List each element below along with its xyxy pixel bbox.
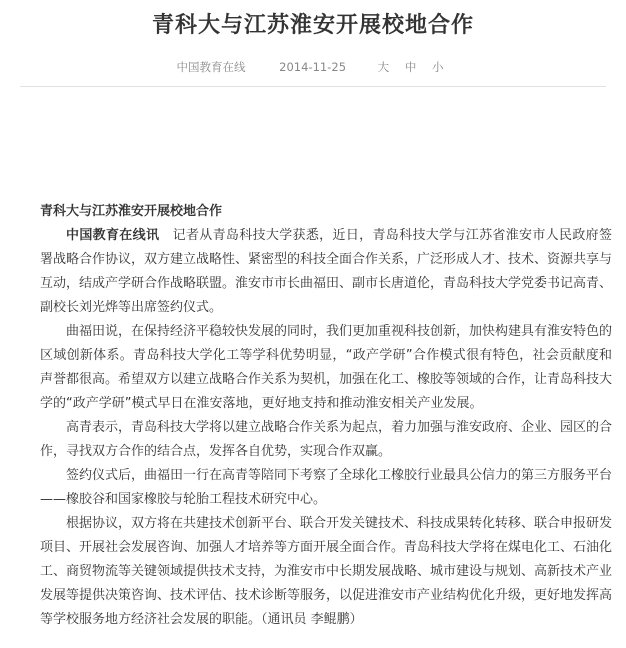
- body-paragraph: 曲福田说，在保持经济平稳较快发展的同时，我们更加重视科技创新，加快构建具有淮安特色的区域创新体系。青岛科技大学化工等学科优势明显，“政产学研”合作模式很有特色，社会贡献度和声誉都很高。希望双方以建立战略合作关系为契机，加强在化工、橡胶等领域的合作，让青岛科技大学的“政产学研”模式早日在淮安落地，更好地支持和推动淮安相关产业发展。: [40, 324, 613, 411]
- paragraph-text: 记者从青岛科技大学获悉，近日，青岛科技大学与江苏省淮安市人民政府签署战略合作协议，双方建立战略性、紧密型的科技全面合作关系，广泛形成人才、技术、资源共享与互动，结成产学研合作战略联盟。淮安市市长曲福田、副市长唐道伦，青岛科技大学党委书记高青、副校长刘光烨等出席签约仪式。: [40, 228, 613, 315]
- article-title: 青科大与江苏淮安开展校地合作: [151, 13, 474, 38]
- font-size-medium-button[interactable]: 中: [404, 60, 417, 74]
- body-paragraph: 签约仪式后，曲福田一行在高青等陪同下考察了全球化工橡胶行业最具公信力的第三方服务平台——橡胶谷和国家橡胶与轮胎工程技术研究中心。: [40, 468, 613, 507]
- source-label: 中国教育在线: [176, 60, 246, 74]
- article-subheading: 青科大与江苏淮安开展校地合作: [40, 204, 223, 219]
- body-paragraph: [40, 224, 612, 320]
- publish-date: 2014-11-25: [279, 60, 347, 74]
- article-body: [40, 200, 612, 632]
- lead-source: 中国教育在线讯: [66, 228, 160, 243]
- body-paragraph: 根据协议，双方将在共建技术创新平台、联合开发关键技术、科技成果转化转移、联合申报研发项目、开展社会发展咨询、加强人才培养等方面开展全面合作。青岛科技大学将在煤电化工、石油化工、商贸物流等关键领域提供技术支持，为淮安市中长期发展战略、城市建设与规划、高新技术产业发展等提供决策咨询、技术评估、技术诊断等服务，以促进淮安市产业结构优化升级，更好地发挥高等学校服务地方经济社会发展的职能。（通讯员 李鲲鹏）: [40, 516, 613, 627]
- article-meta: [0, 59, 626, 75]
- meta-divider: [20, 86, 606, 87]
- body-paragraph: 高青表示，青岛科技大学将以建立战略合作关系为起点，着力加强与淮安政府、企业、园区的合作，寻找双方合作的结合点，发挥各自优势，实现合作双赢。: [40, 420, 613, 459]
- font-size-large-button[interactable]: 大: [377, 60, 390, 74]
- font-size-small-button[interactable]: 小: [431, 60, 444, 74]
